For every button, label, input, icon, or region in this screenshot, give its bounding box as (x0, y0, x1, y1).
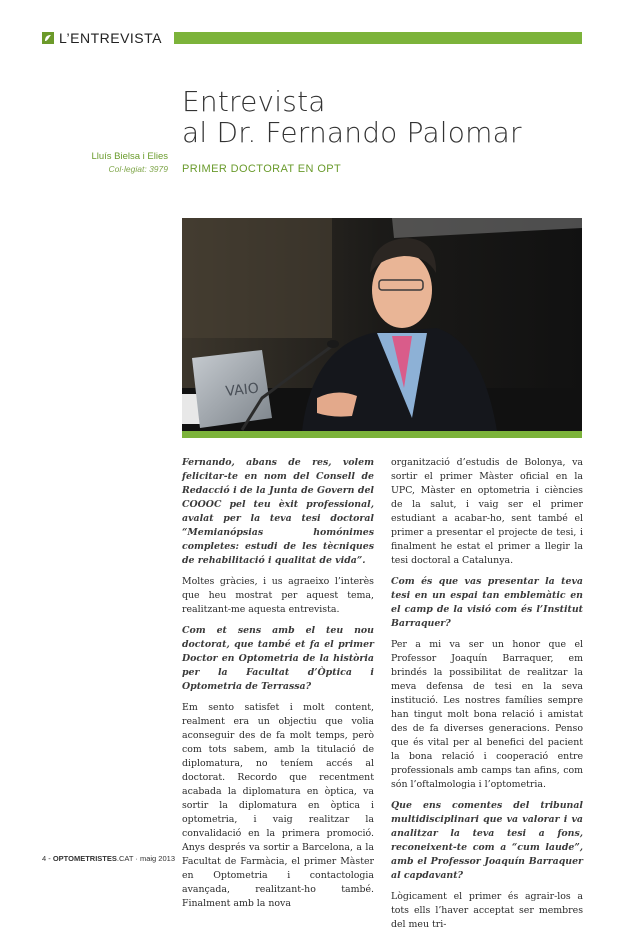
author-block (40, 150, 168, 176)
magazine-domain: .CAT (116, 854, 134, 863)
photo-illustration (182, 218, 582, 431)
section-title: L’ENTREVISTA (59, 30, 162, 46)
author-name: Lluís Bielsa i Elies (91, 151, 168, 162)
issue-date: · maig 2013 (133, 854, 175, 863)
interview-answer: Moltes gràcies, i us agraeixo l’interès que heu mostrat per aquest tema, realitzant-me aquesta entrevista. (182, 576, 374, 615)
page-number: 4 - (42, 854, 53, 863)
laptop-icon (192, 350, 272, 428)
interview-question: Com és que vas presentar la teva tesi en un espai tan emblemàtic en el camp de la visió com és l’Institut Barraquer? (391, 576, 583, 629)
page-footer (42, 854, 175, 863)
interview-question: Fernando, abans de res, volem felicitar-te en nom del Consell de Redacció i de la Junta de Govern del COOOC pel teu èxit professional, avalat per la teva tesi doctoral “Memianópsias homónimes completes: estudi de les tècniques de rehabilitació i qualitat de vida”. (182, 457, 374, 566)
article-column-2 (391, 456, 583, 939)
magazine-name: OPTOMETRISTES (52, 854, 117, 863)
interview-question: Que ens comentes del tribunal multidisciplinari que va valorar i va analitzar la teva tesi a fons, reconeixent-te com a “cum laude”, amb el Professor Joaquín Barraquer al capdavant? (391, 800, 583, 881)
article-title-line-1: Entrevista (182, 85, 326, 118)
interview-question: Com et sens amb el teu nou doctorat, que també et fa el primer Doctor en Optometria de la història per la Facultat d’Òptica i Optometria de Terrassa? (182, 625, 374, 692)
author-registration: Col·legiat: 3979 (108, 164, 168, 174)
interview-answer: Lògicament el primer és agrair-los a tots ells l’haver acceptat ser membres del meu tri- (391, 891, 583, 930)
laptop-brand: VAIO (224, 380, 260, 400)
article-subtitle: PRIMER DOCTORAT EN OPT (182, 163, 342, 175)
interview-answer: organització d’estudis de Bolonya, va sortir el primer Màster oficial en la UPC, Màster en optometria i ciències de la salut, i vaig ser el primer estudiant a acabar-ho, sent també el primer a presentar el projecte de tesi, i finalment he estat el primer a llegir la tesi doctoral a Catalunya. (391, 457, 583, 566)
interview-answer: Per a mi va ser un honor que el Professor Joaquín Barraquer, em brindés la possibilitat de realitzar la meva defensa de tesi en la seva institució. Les nostres famílies sempre han tingut molt bona relació i amistat des de fa diverses generacions. Penso que és vital per al benefici del pacient la bona relació i cooperació entre professionals amb camps tan afins, com són l’oftalmologia i l’optometria. (391, 639, 583, 790)
article-title (182, 86, 582, 148)
section-logo-icon (42, 32, 54, 44)
photo-accent-band (182, 431, 582, 438)
section-header (42, 31, 582, 45)
article-title-line-2: al Dr. Fernando Palomar (182, 116, 522, 149)
section-bar (174, 32, 582, 44)
interview-photo (182, 218, 582, 431)
interview-answer: Em sento satisfet i molt content, realment era un objectiu que volia aconseguir des de fa molt temps, però com tots sabem, amb la titulació de diplomatura, no teníem accés al doctorat. Recordo que recentment acabada la diplomatura en òptica, va sortir la diplomatura en òptica i optometria, i vaig realitzar la convalidació en la primera promoció. Anys després va sortir a Barcelona, a la Facultat de Farmàcia, el primer Màster en Optometria i contactologia avançada, realitzant-ho també. Finalment amb la nova (182, 702, 374, 909)
article-column-1 (182, 456, 374, 918)
